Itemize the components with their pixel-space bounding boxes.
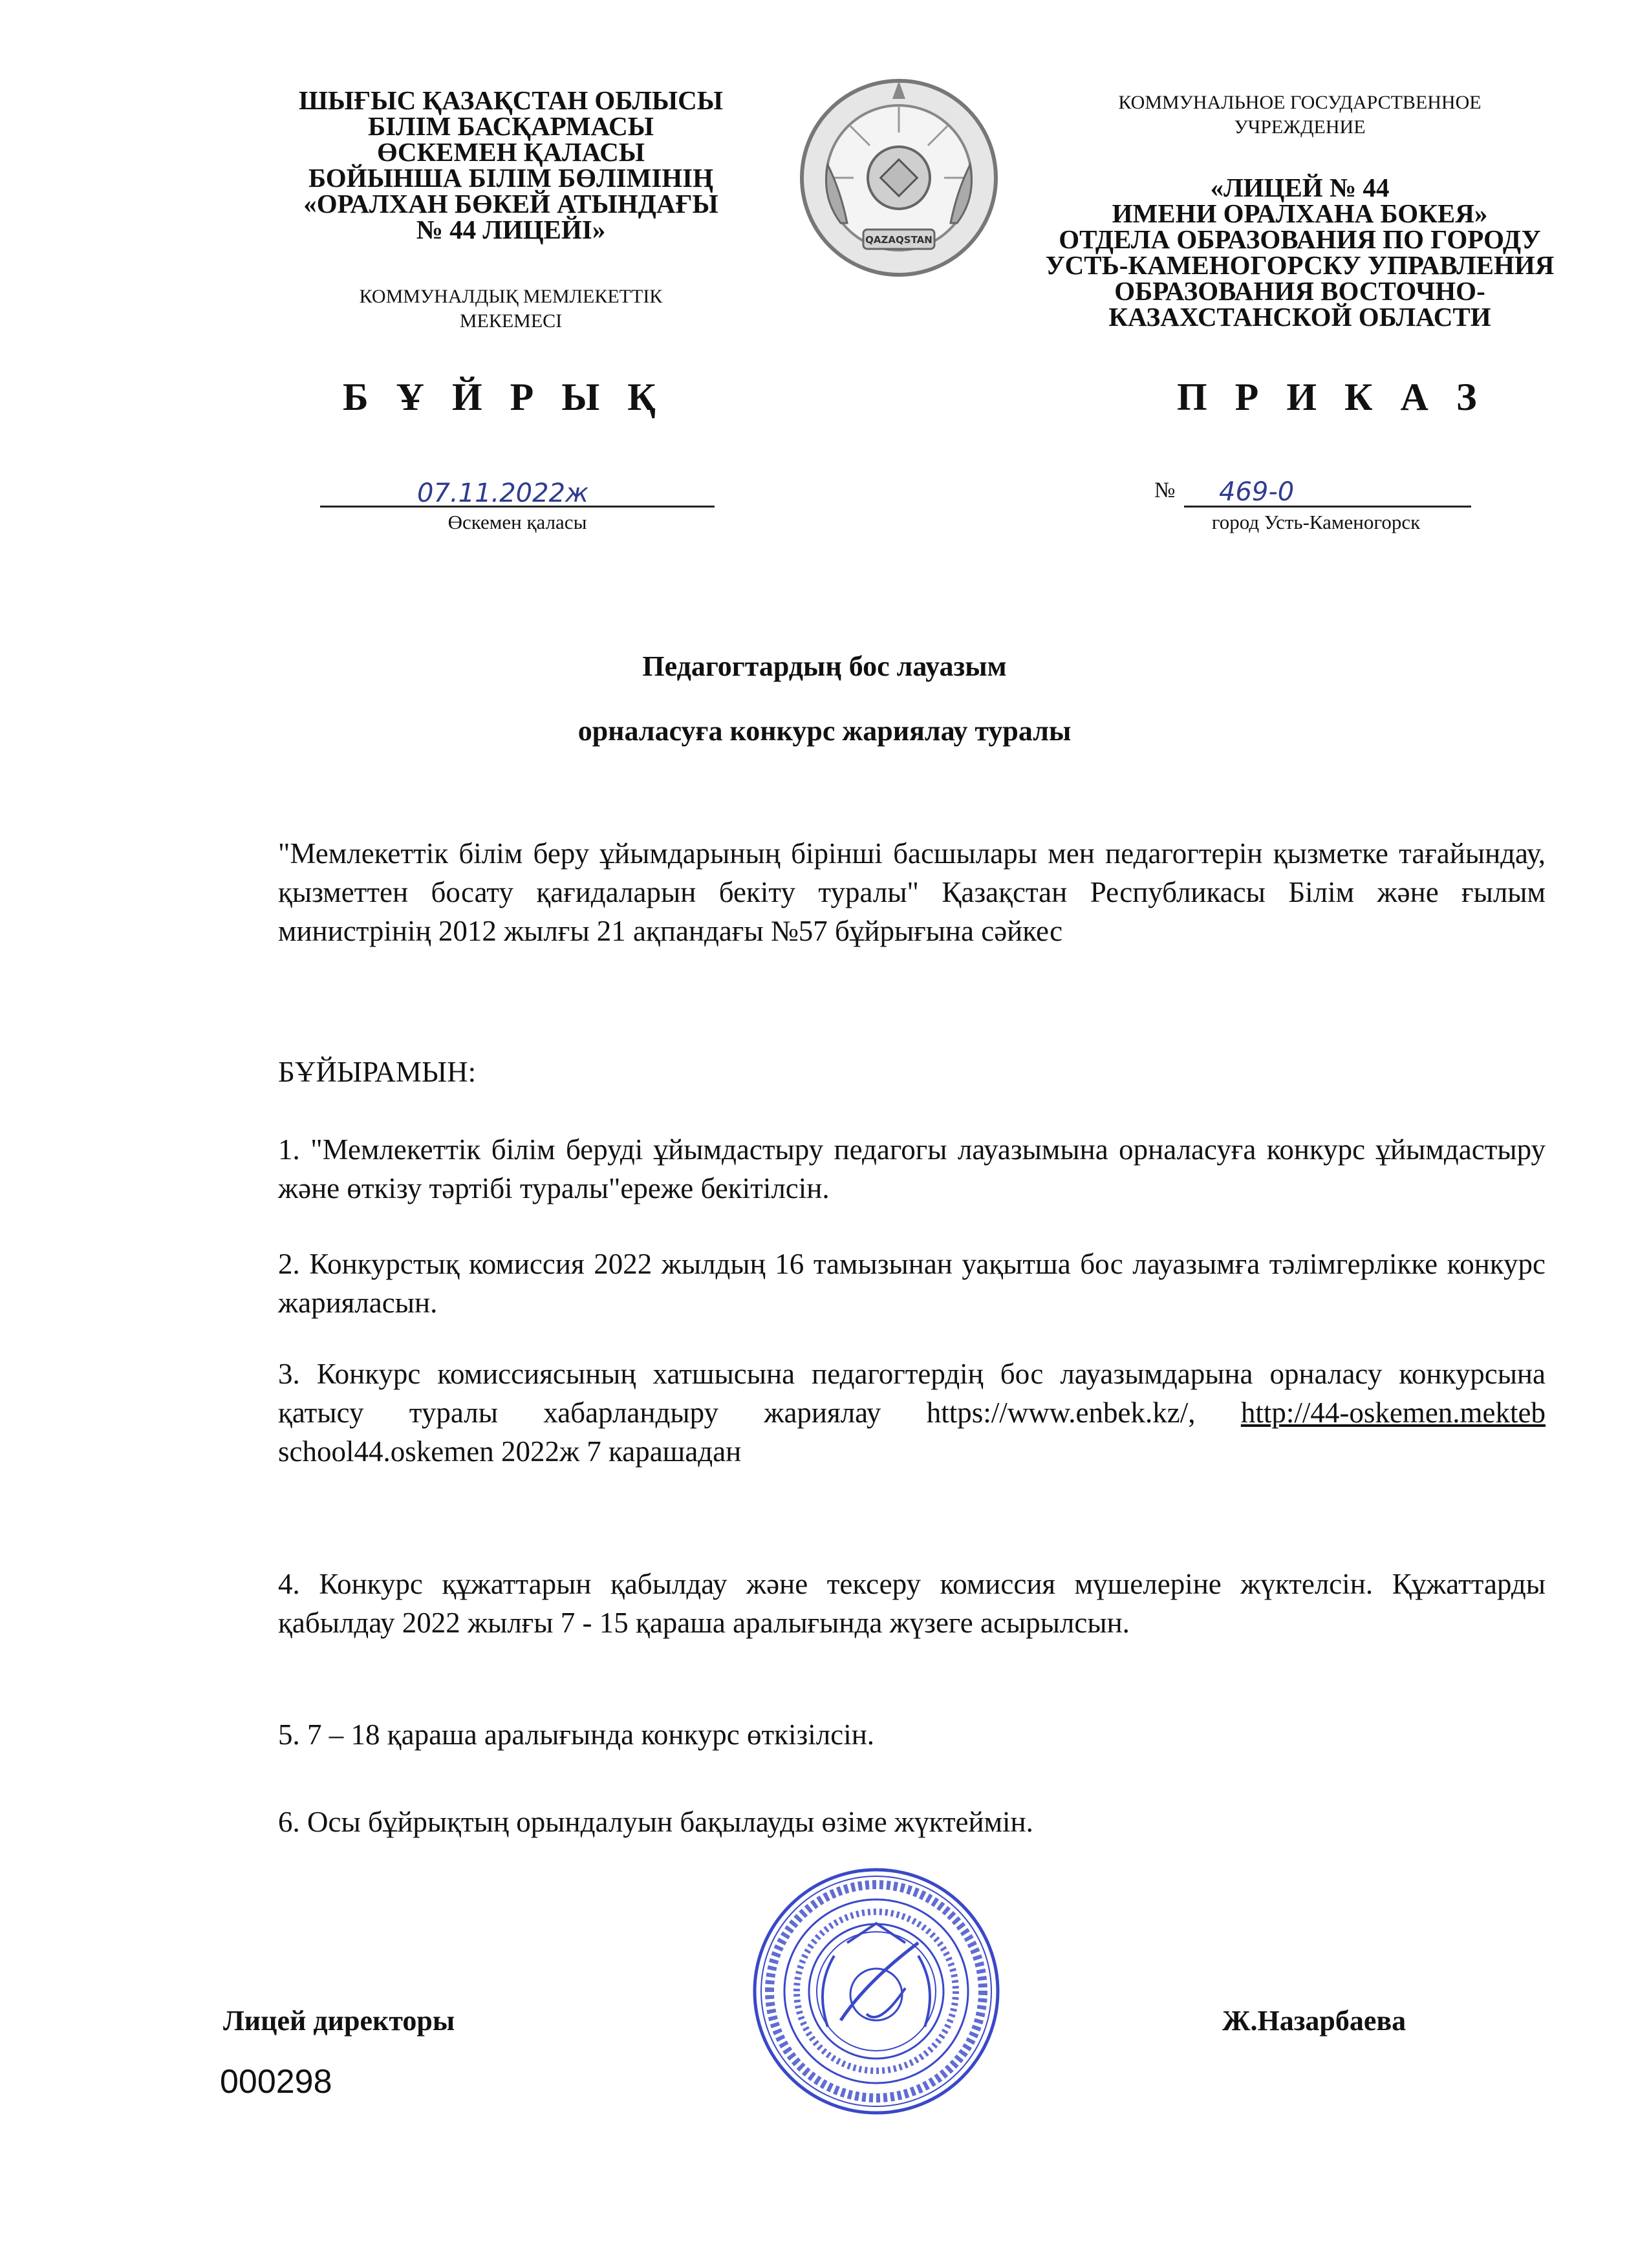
header-kz-line: БОЙЫНША БІЛІМ БӨЛІМІНІҢ [308,163,714,193]
city-kz: Өскемен қаласы [447,511,587,533]
header-ru-line: ОТДЕЛА ОБРАЗОВАНИЯ ПО ГОРОДУ [1059,224,1541,254]
state-emblem-icon [795,74,1002,281]
header-ru-sub-line: УЧРЕЖДЕНИЕ [1234,116,1366,138]
header-ru-sub-line: КОММУНАЛЬНОЕ ГОСУДАРСТВЕННОЕ [1118,92,1482,113]
header-ru [983,175,1617,330]
signature-name: Ж.Назарбаева [1222,2005,1406,2037]
signature-position: Лицей директоры [223,2005,455,2037]
header-kz [246,87,776,242]
date-field [320,478,715,508]
city-ru: город Усть-Каменогорск [1211,511,1421,533]
number-prefix: № [1154,478,1176,502]
header-kz-line: ШЫҒЫС ҚАЗАҚСТАН ОБЛЫСЫ [298,85,724,115]
order-item-3 [278,1354,1546,1471]
header-ru-line: УСТЬ-КАМЕНОГОРСКУ УПРАВЛЕНИЯ [1045,250,1555,280]
document-title-line: Педагогтардың бос лауазым [642,650,1007,682]
emblem-ribbon-text: QAZAQSTAN [865,234,932,246]
header-ru-line: КАЗАХСТАНСКОЙ ОБЛАСТИ [1108,302,1491,332]
order-call: БҰЙЫРАМЫН: [278,1056,477,1088]
order-item-3-text: 3. Конкурс комиссиясының хатшысына педагогтердің бос лауазымдарына орналасу конкурсына қатысу туралы хабарландыру жариялау https://www.enbek.kz/, [278,1358,1546,1429]
preamble-text: "Мемлекеттік білім беру ұйымдарының бірінші басшылары мен педагогтерін қызметке тағайындау, қызметтен босату қағидаларын бекіту туралы" Қазақстан Республикасы Білім және ғылым министрінің 2012 жылғы 21 ақпандағы №57 бұйрығына сәйкес [278,837,1546,947]
header-ru-line: ОБРАЗОВАНИЯ ВОСТОЧНО- [1114,276,1485,306]
school-website-link[interactable]: http://44-oskemen.mekteb [1240,1396,1546,1429]
header-ru-line: «ЛИЦЕЙ № 44 [1210,173,1390,202]
order-number-field [1154,478,1471,506]
header-ru-line: ИМЕНИ ОРАЛХАНА БОКЕЯ» [1112,198,1488,228]
order-word-ru: П Р И К А З [1177,376,1486,418]
header-kz-line: «ОРАЛХАН БӨКЕЙ АТЫНДАҒЫ [303,189,718,219]
registration-number: 000298 [220,2063,332,2101]
preamble [278,834,1546,950]
handwritten-number: 469-0 [1219,477,1295,507]
order-item-4: 4. Конкурс құжаттарын қабылдау және тексеру комиссия мүшелеріне жүктелсін. Құжаттарды қабылдау 2022 жылғы 7 - 15 қараша аралығында жүзеге асырылсын. [278,1568,1546,1639]
document-title-line: орналасуға конкурс жариялау туралы [577,715,1072,747]
header-kz-sub-line: КОММУНАЛДЫҚ МЕМЛЕКЕТТІК [359,286,663,307]
order-item-5: 5. 7 – 18 қараша аралығында конкурс өткізілсін. [278,1718,875,1751]
header-kz-line: ӨСКЕМЕН ҚАЛАСЫ [376,137,645,167]
header-kz-sub-line: МЕКЕМЕСІ [459,310,563,332]
order-item-2: 2. Конкурстық комиссия 2022 жылдың 16 тамызынан уақытша бос лауазымға тәлімгерлікке конкурс жарияласын. [278,1248,1546,1319]
header-ru-sub [1022,91,1578,140]
order-item-6: 6. Осы бұйрықтың орындалуын бақылауды өзіме жүктеймін. [278,1806,1033,1838]
order-item-3-text-end: school44.oskemen 2022ж 7 карашадан [278,1435,742,1468]
official-stamp-icon [750,1865,1002,2117]
header-kz-sub [278,284,744,334]
handwritten-date: 07.11.2022ж [417,478,589,508]
header-kz-line: БІЛІМ БАСҚАРМАСЫ [368,111,654,141]
header-kz-line: № 44 ЛИЦЕЙІ» [416,215,606,244]
order-item-1: 1. "Мемлекеттік білім беруді ұйымдастыру педагогы лауазымына орналасуға конкурс ұйымдастыру және өткізу тәртібі туралы"ереже бекітілсін. [278,1133,1546,1204]
order-word-kz: Б Ұ Й Р Ы Қ [343,376,665,418]
